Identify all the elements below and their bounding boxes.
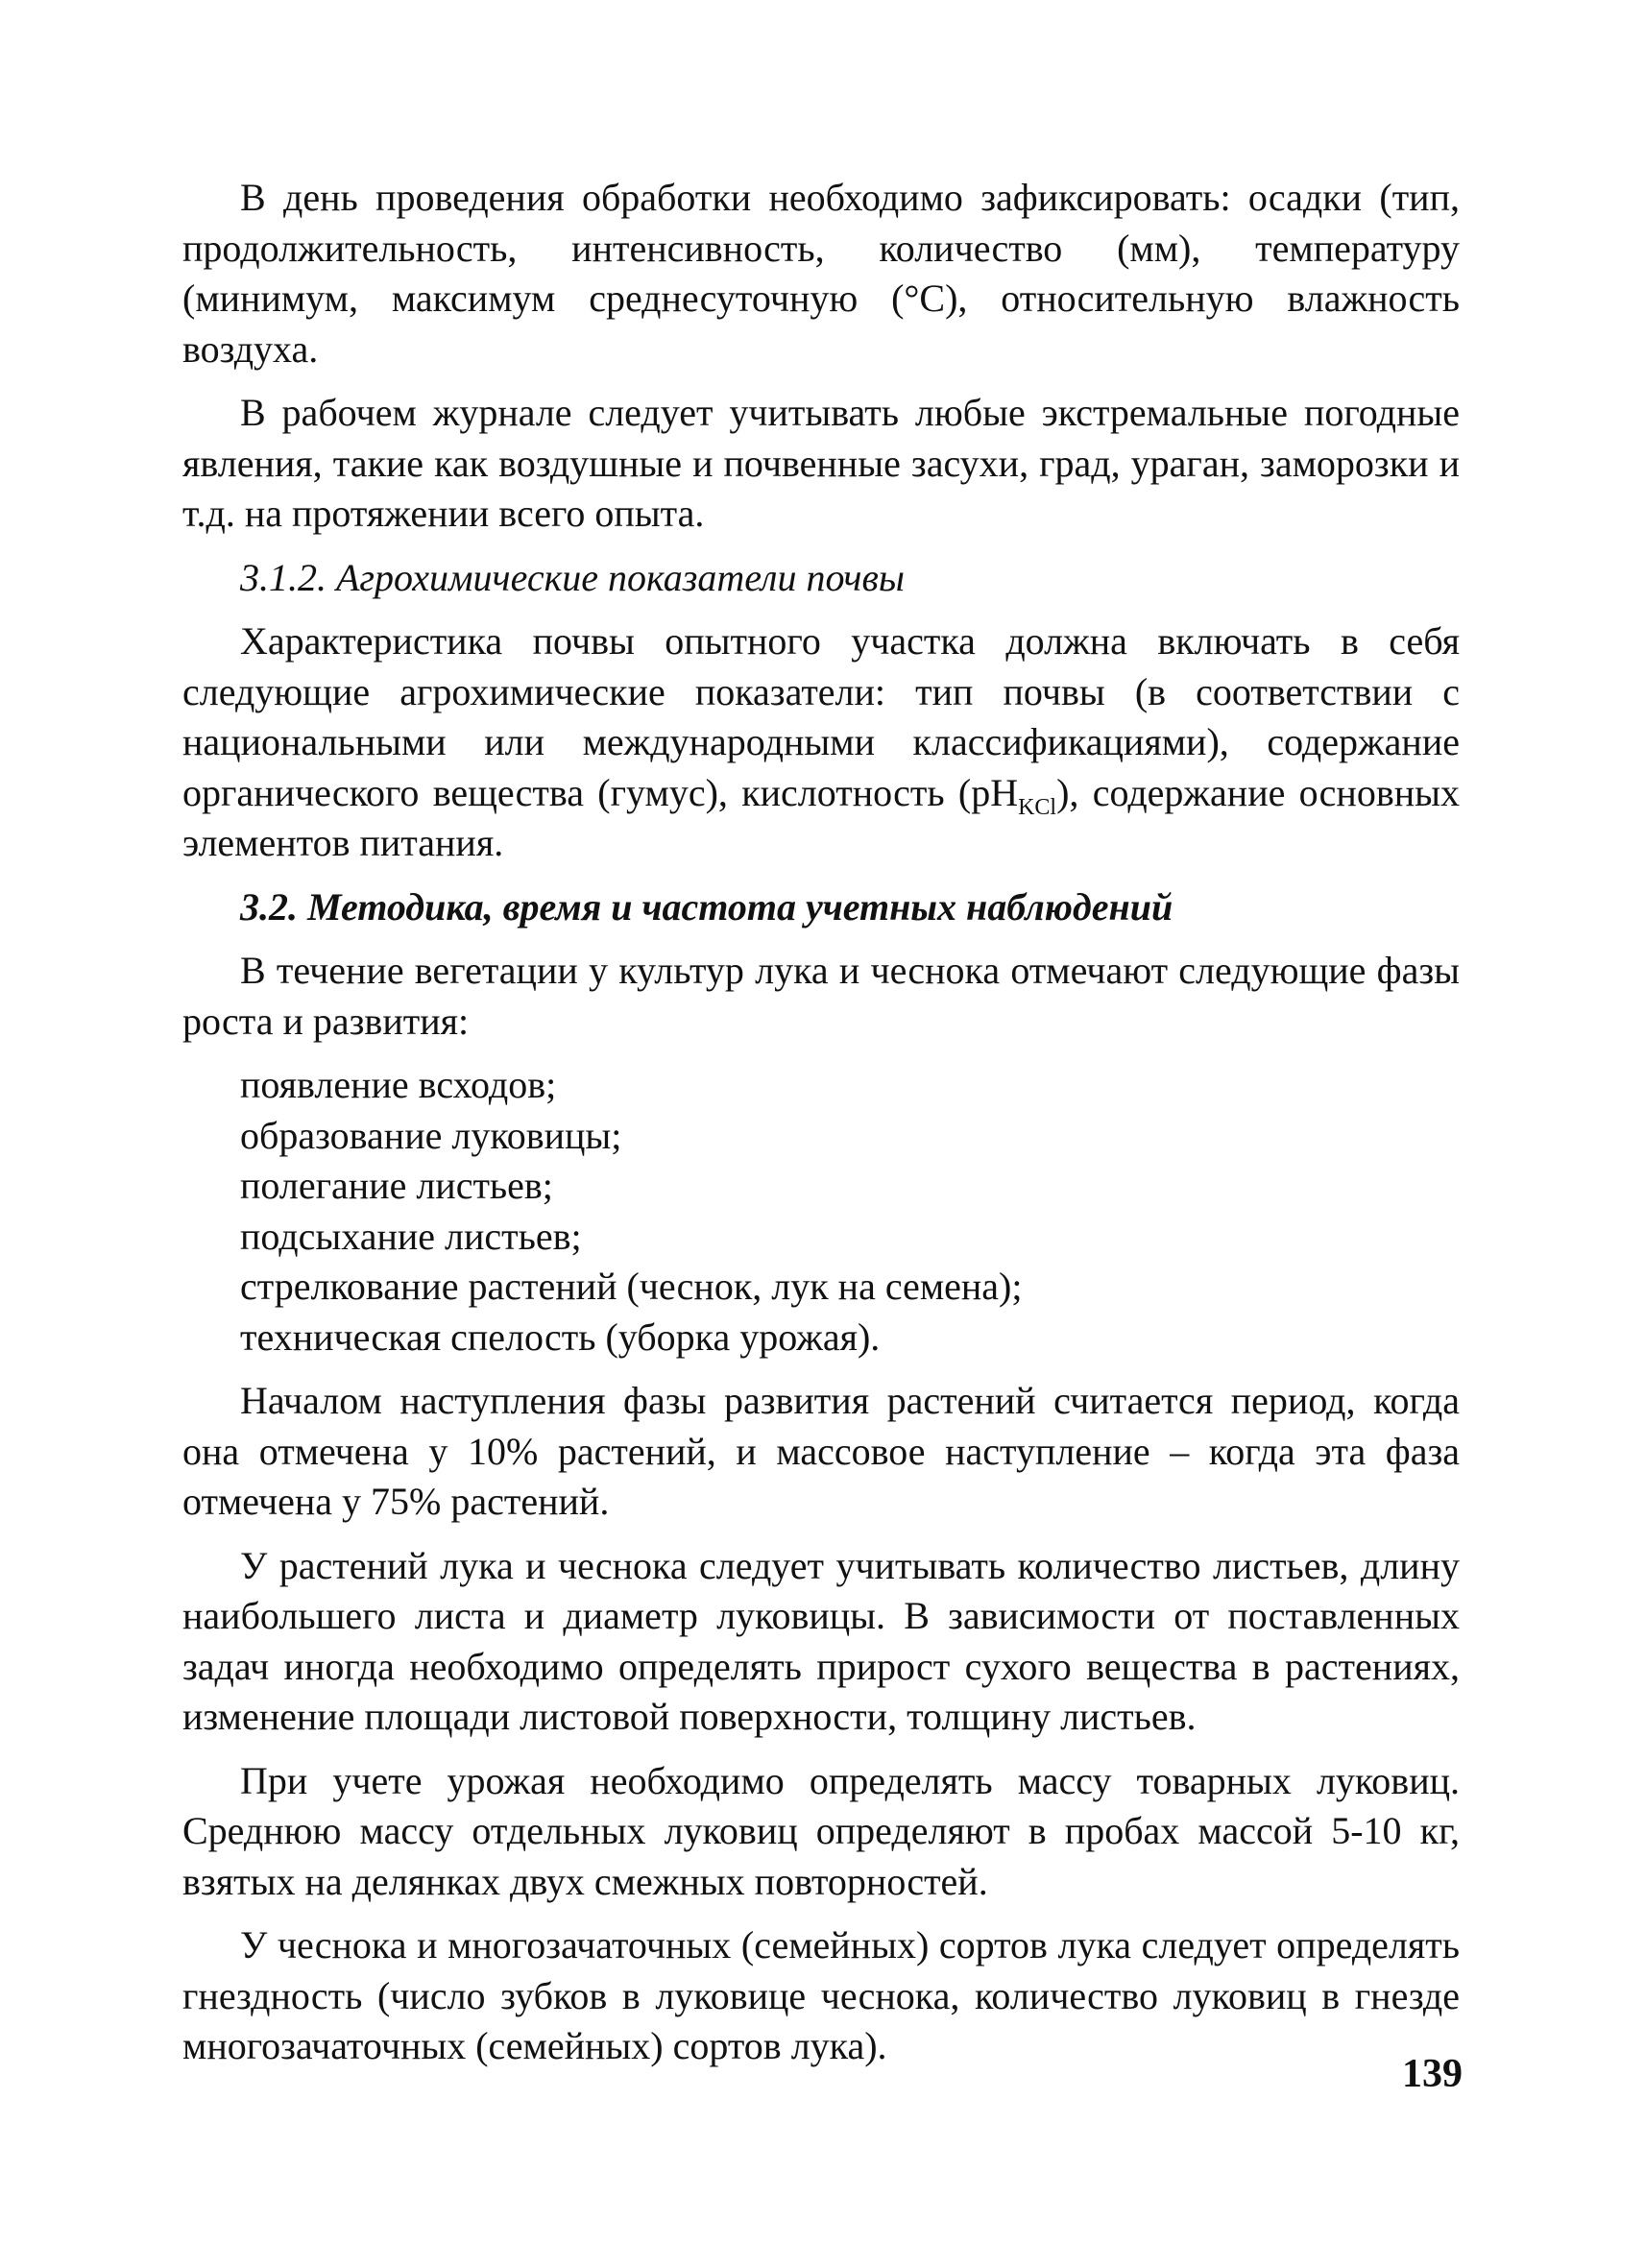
list-item: стрелкование растений (чеснок, лук на семена); <box>240 1265 1023 1308</box>
list-item: подсыхание листьев; <box>240 1214 582 1258</box>
paragraph-weather-recording: В день проведения обработки необходимо зафиксировать: осадки (тип, продолжительность, интенсивность, количество (мм), температуру (минимум, максимум среднесуточную (°С), относительную влажность воздуха. <box>182 176 1460 371</box>
page-number: 139 <box>1402 2052 1463 2096</box>
list-item: полегание листьев; <box>240 1164 553 1207</box>
list-item: техническая спелость (уборка урожая). <box>240 1315 881 1359</box>
list-item: образование луковицы; <box>240 1113 622 1157</box>
paragraph-leaf-measurements: У растений лука и чеснока следует учитывать количество листьев, длину наибольшего листа и диаметр луковицы. В зависимости от поставленных задач иногда необходимо определять прирост сухого вещества в растениях, изменение площади листовой поверхности, толщину листьев. <box>182 1543 1460 1738</box>
soil-text-end: ), содержание основных элементов питания. <box>182 770 1460 864</box>
subheading-soil-indicators: 3.1.2. Агрохимические показатели почвы <box>240 555 905 599</box>
page-body <box>182 173 1460 2086</box>
section-heading-methodology: 3.2. Методика, время и частота учетных наблюдений <box>240 884 1173 929</box>
soil-text-subscript: KCl <box>1018 794 1057 820</box>
growth-phases-list <box>182 1060 1460 1363</box>
paragraph-nesting: У чеснока и многозачаточных (семейных) сортов лука следует определять гнездность (число зубков в луковице чеснока, количество луковиц в гнезде многозачаточных (семейных) сортов лука). <box>182 1923 1460 2067</box>
paragraph-growth-phases-intro: В течение вегетации у культур лука и чеснока отмечают следующие фазы роста и развития: <box>182 949 1460 1043</box>
paragraph-yield-accounting: При учете урожая необходимо определять массу товарных луковиц. Среднюю массу отдельных луковиц определяют в пробах массой 5-10 кг, взятых на делянках двух смежных повторностей. <box>182 1758 1460 1903</box>
paragraph-soil-characteristics <box>182 616 1460 869</box>
list-item: появление всходов; <box>240 1063 557 1106</box>
paragraph-extreme-weather: В рабочем журнале следует учитывать любые экстремальные погодные явления, такие как воздушные и почвенные засухи, град, ураган, заморозки и т.д. на протяжении всего опыта. <box>182 391 1460 535</box>
paragraph-phase-onset: Началом наступления фазы развития растений считается период, когда она отмечена у 10% растений, и массовое наступление – когда эта фаза отмечена у 75% растений. <box>182 1379 1460 1523</box>
soil-text-main: Характеристика почвы опытного участка должна включать в себя следующие агрохимические показатели: тип почвы (в соответствии с национальными или международными классификациями), содержание органического вещества (гумус), кислотность (pH <box>182 619 1460 814</box>
